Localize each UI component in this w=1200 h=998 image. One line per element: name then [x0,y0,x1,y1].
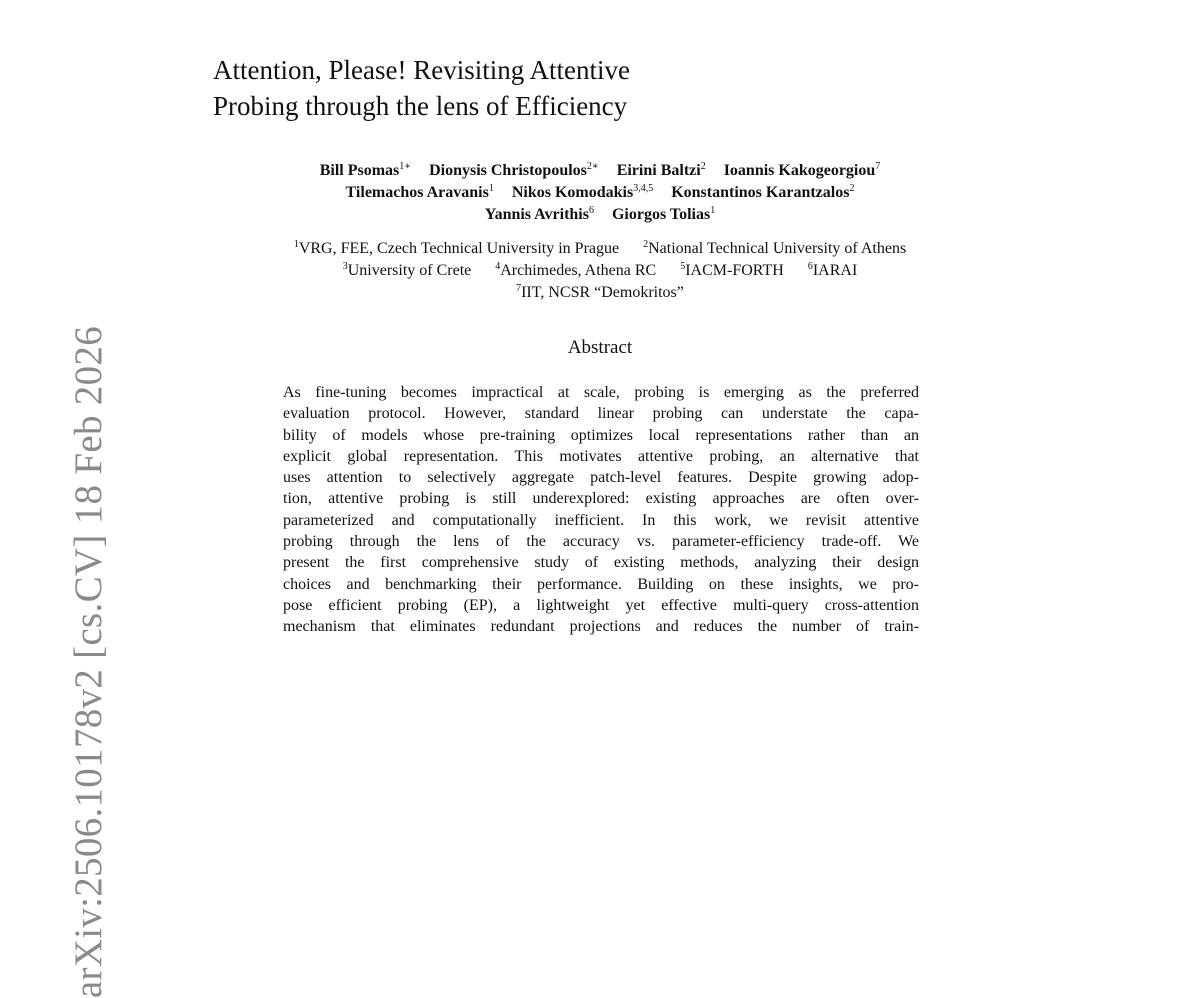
affiliation-text: IACM-FORTH [685,262,784,279]
author-name: Ioannis Kakogeorgiou [723,162,876,179]
author-line [0,204,1200,226]
abstract-line: parameterized and computationally inefficient. In this work, we revisit attentive [283,511,919,529]
author-name: Konstantinos Karantzalos [671,184,850,201]
affiliation-line [0,238,1200,260]
abstract-line: evaluation protocol. However, standard linear probing can understate the capa- [283,405,919,423]
author-name: Bill Psomas [319,162,400,179]
arxiv-identifier-stamp [20,326,110,998]
affiliation-line [0,282,1200,304]
author-affiliation-mark: 1∗ [399,161,412,172]
abstract-line: present the first comprehensive study of existing methods, analyzing their design [283,554,919,572]
abstract-line: explicit global representation. This motivates attentive probing, an alternative that [283,447,919,465]
abstract-line: probing through the lens of the accuracy vs. parameter-efficiency trade-off. We [283,533,919,551]
affiliation-mark: 5 [680,261,686,272]
abstract-line: uses attention to selectively aggregate patch-level features. Despite growing adop- [283,469,919,487]
author [320,162,411,179]
affiliation [680,262,784,279]
author-affiliation-mark: 6 [588,205,594,216]
abstract-line: As fine-tuning becomes impractical at scale, probing is emerging as the preferred [283,384,919,401]
author-list [0,160,1200,226]
title-line-2: Probing through the lens of Efficiency [213,91,628,121]
affiliation-text: VRG, FEE, Czech Technical University in Prague [298,240,620,257]
author [512,184,653,201]
author [612,206,715,223]
affiliation-mark: 2 [643,239,649,250]
abstract-line: choices and benchmarking their performance. Building on these insights, we pro- [283,575,919,593]
affiliation-text: IIT, NCSR “Demokritos” [521,284,684,301]
abstract-body [283,382,919,638]
arxiv-identifier-text: arXiv:2506.10178v2 [cs.CV] 18 Feb 2026 [67,326,110,998]
affiliation-text: Archimedes, Athena RC [500,262,657,279]
affiliation [343,262,472,279]
author-name: Yannis Avrithis [484,206,589,223]
author-affiliation-mark: 7 [875,161,881,172]
affiliation-line [0,260,1200,282]
author-name: Dionysis Christopoulos [429,162,587,179]
affiliation [643,240,906,257]
author [346,184,494,201]
author-affiliation-mark: 2 [700,161,706,172]
affiliation-text: National Technical University of Athens [648,240,907,257]
affiliation [495,262,656,279]
affiliation-text: University of Crete [347,262,472,279]
affiliation [294,240,619,257]
author-affiliation-mark: 1 [710,205,716,216]
title-line-1: Attention, Please! Revisiting Attentive [213,55,630,85]
affiliation-mark: 3 [342,261,348,272]
author-name: Nikos Komodakis [511,184,634,201]
author-line [0,182,1200,204]
affiliation-mark: 6 [807,261,813,272]
abstract-line: pose efficient probing (EP), a lightweight yet effective multi-query cross-attention [283,596,919,614]
affiliation-text: IARAI [812,262,858,279]
author [724,162,881,179]
abstract-line: mechanism that eliminates redundant projections and reduces the number of train- [283,618,919,636]
affiliation-mark: 7 [516,283,522,294]
author-name: Tilemachos Aravanis [345,184,489,201]
affiliation [808,262,857,279]
author-name: Eirini Baltzi [616,162,701,179]
author [485,206,594,223]
author-line [0,160,1200,182]
affiliation [516,284,684,301]
affiliation-mark: 4 [495,261,501,272]
abstract-heading: Abstract [567,337,633,358]
author-name: Giorgos Tolias [611,206,711,223]
author [617,162,706,179]
affiliation-list [0,238,1200,304]
author [429,162,599,179]
abstract-line: tion, attentive probing is still underexplored: existing approaches are often over- [283,490,919,508]
author-affiliation-mark: 2 [849,183,855,194]
paper-title [213,52,1033,124]
author-affiliation-mark: 1 [488,183,494,194]
author [671,184,854,201]
author-affiliation-mark: 3,4,5 [633,183,654,194]
author-affiliation-mark: 2∗ [586,161,599,172]
affiliation-mark: 1 [293,239,299,250]
abstract-line: bility of models whose pre-training optimizes local representations rather than an [283,426,919,444]
